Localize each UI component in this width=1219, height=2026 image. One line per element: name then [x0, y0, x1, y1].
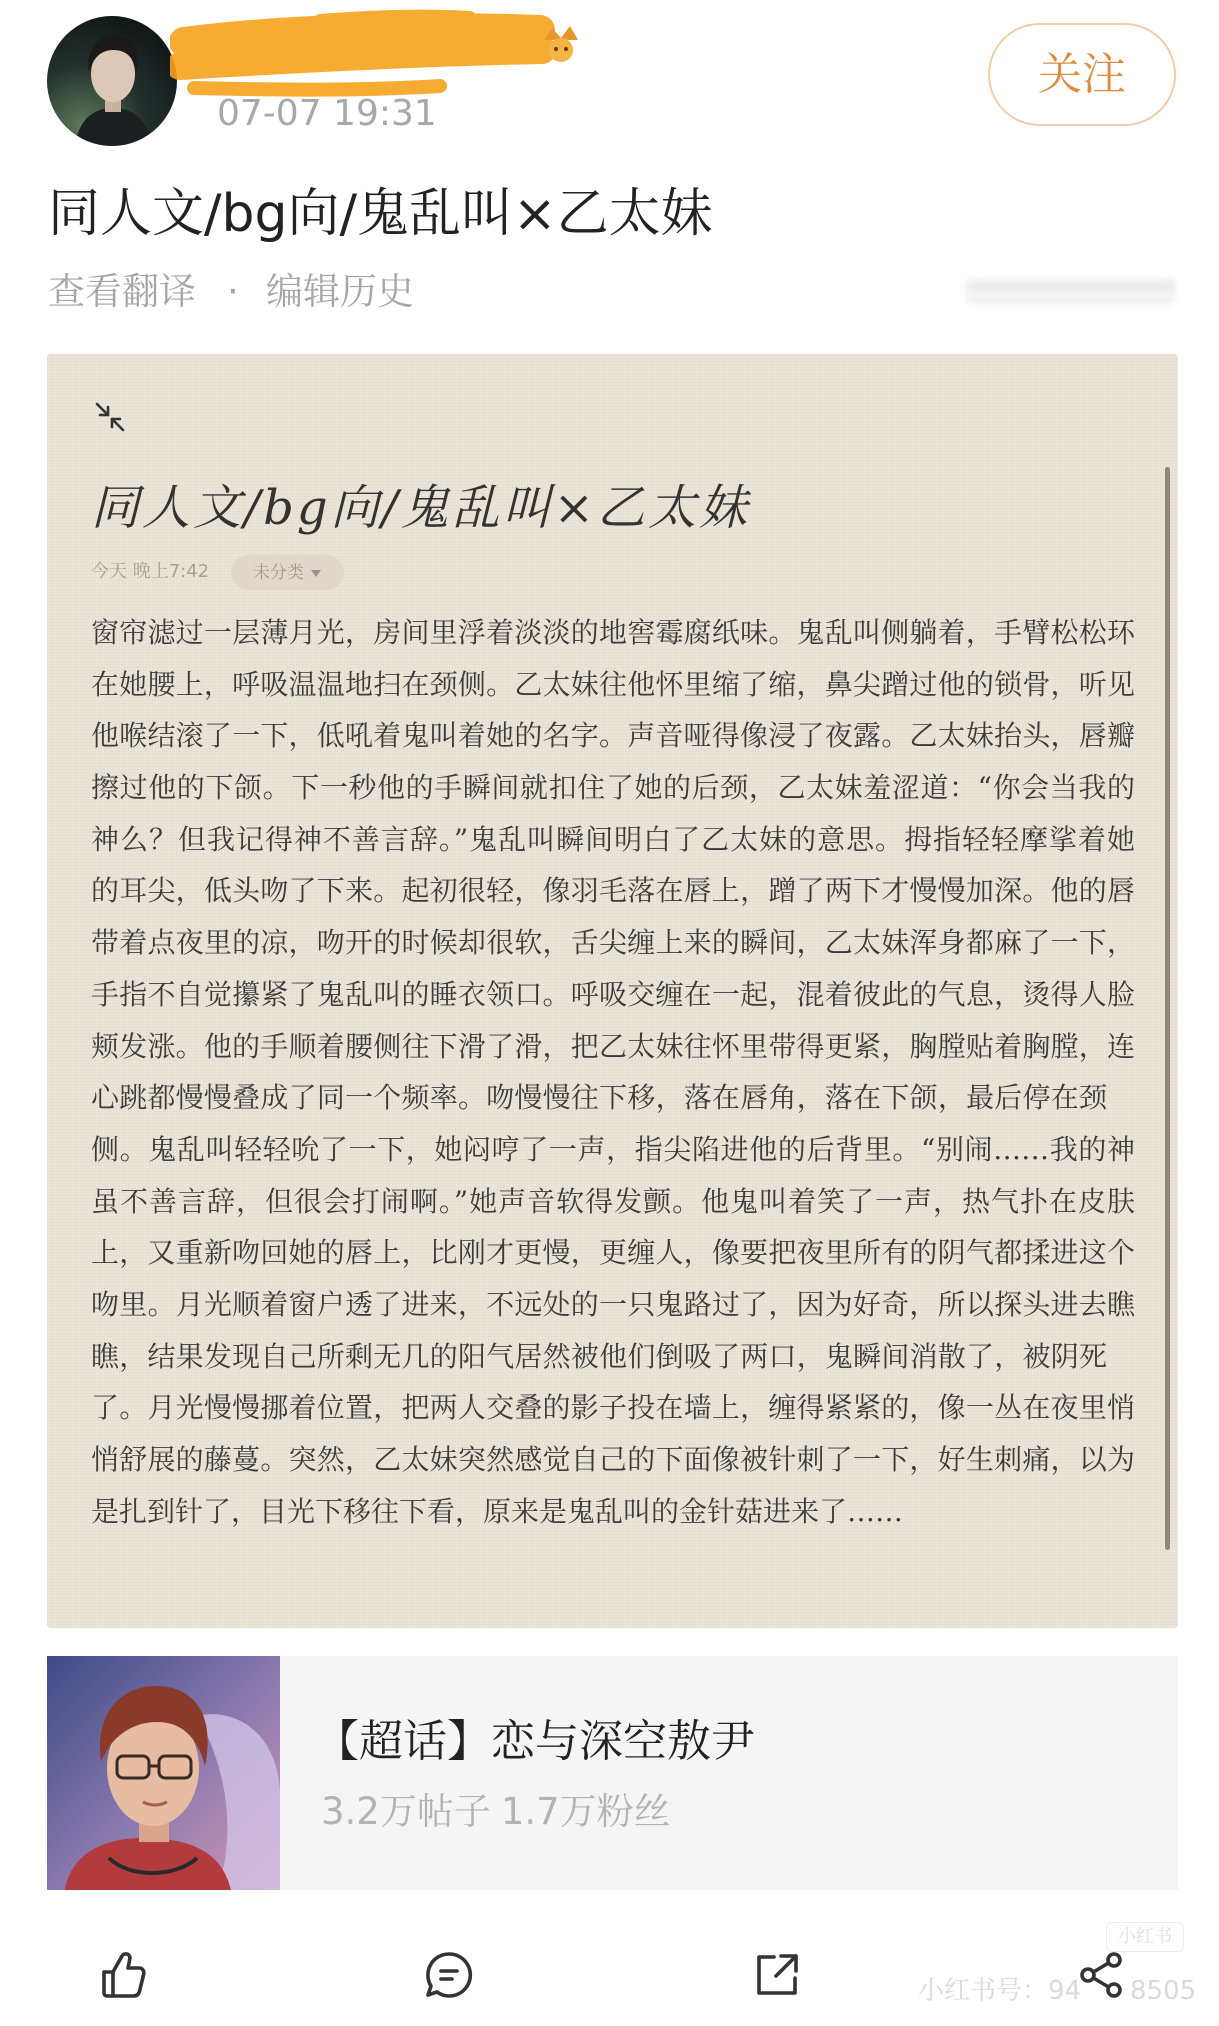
topic-stats	[321, 1792, 671, 1832]
topic-fan-count: 1.7万粉丝	[500, 1790, 671, 1833]
note-line: 他喉结滚了一下，低吼着鬼叫着她的名字。声音哑得像浸了夜露。乙太妹抬头，唇瓣	[91, 719, 1135, 753]
watermark-id-suffix: 8505	[1130, 1976, 1197, 2006]
note-line: 擦过他的下颌。下一秒他的手瞬间就扣住了她的后颈，乙太妹羞涩道：“你会当我的	[91, 771, 1135, 805]
topic-post-count: 3.2万帖子	[321, 1790, 491, 1833]
note-line: 心跳都慢慢叠成了同一个频率。吻慢慢往下移，落在唇角，落在下颌，最后停在颈	[91, 1081, 1107, 1115]
note-image-scrollbar	[1165, 467, 1170, 1550]
share-icon	[1074, 1948, 1128, 2002]
forward-button[interactable]	[750, 1948, 804, 2002]
note-line: 了。月光慢慢挪着位置，把两人交叠的影子投在墙上，缠得紧紧的，像一丛在夜里悄	[91, 1391, 1135, 1425]
note-line: 颊发涨。他的手顺着腰侧往下滑了滑，把乙太妹往怀里带得更紧，胸膛贴着胸膛，连	[91, 1029, 1135, 1063]
topic-thumbnail	[47, 1656, 280, 1890]
note-line: 窗帘滤过一层薄月光，房间里浮着淡淡的地窖霉腐纸味。鬼乱叫侧躺着，手臂松松环	[91, 616, 1135, 649]
caret-down-icon	[310, 568, 322, 578]
share-button[interactable]	[1074, 1948, 1128, 2002]
comment-button[interactable]	[422, 1948, 476, 2002]
note-line: 的耳尖，低头吻了下来。起初很轻，像羽毛落在唇上，蹭了两下才慢慢加深。他的唇	[91, 874, 1135, 908]
watermark-id-prefix: 小红书号：94	[918, 1976, 1082, 2006]
like-button[interactable]	[96, 1948, 150, 2002]
note-line: 手指不自觉攥紧了鬼乱叫的睡衣领口。呼吸交缠在一起，混着彼此的气息，烫得人脸	[91, 977, 1135, 1011]
note-line: 悄舒展的藤蔓。突然，乙太妹突然感觉自己的下面像被针刺了一下，好生刺痛，以为	[91, 1443, 1135, 1476]
note-line: 侧。鬼乱叫轻轻吮了一下，她闷哼了一声，指尖陷进他的后背里。“别闹……我的神	[91, 1132, 1135, 1166]
collapse-icon	[93, 400, 127, 434]
topic-name: 【超话】恋与深空敖尹	[315, 1716, 755, 1767]
link-separator: ·	[227, 270, 239, 313]
edit-history-link[interactable]: 编辑历史	[266, 270, 414, 313]
avatar-portrait	[47, 16, 177, 146]
view-translation-link[interactable]: 查看翻译	[48, 270, 196, 313]
note-category-label: 未分类	[253, 562, 304, 583]
note-line: 瞧，结果发现自己所剩无几的阳气居然被他们倒吸了两口，鬼瞬间消散了，被阴死	[91, 1339, 1107, 1373]
note-line: 吻里。月光顺着窗户透了进来，不远处的一只鬼路过了，因为好奇，所以探头进去瞧	[91, 1287, 1135, 1321]
post-timestamp: 07-07 19:31	[217, 93, 437, 134]
note-line: 是扎到针了，目光下移往下看，原来是鬼乱叫的金针菇进来了……	[91, 1494, 904, 1528]
note-image[interactable]	[47, 354, 1178, 1628]
super-topic-card[interactable]	[47, 1656, 1178, 1890]
watermark-logo: 小红书	[1106, 1922, 1184, 1952]
thumb-up-icon	[96, 1948, 150, 2002]
crown-badge-icon	[538, 20, 584, 66]
forward-icon	[750, 1948, 804, 2002]
comment-icon	[422, 1948, 476, 2002]
note-time: 今天 晚上7:42	[91, 561, 210, 582]
note-line: 虽不善言辞，但很会打闹啊。”她声音软得发颤。他鬼叫着笑了一声，热气扑在皮肤	[91, 1184, 1135, 1218]
note-line: 上，又重新吻回她的唇上，比刚才更慢，更缠人，像要把夜里所有的阴气都揉进这个	[91, 1236, 1135, 1270]
follow-button[interactable]: 关注	[988, 23, 1176, 126]
post-title: 同人文/bg向/鬼乱叫×乙太妹	[48, 184, 713, 244]
note-category-pill	[231, 555, 344, 590]
author-avatar[interactable]	[47, 16, 177, 146]
note-line: 带着点夜里的凉，吻开的时候却很软，舌尖缠上来的瞬间，乙太妹浑身都麻了一下，	[91, 926, 1135, 960]
blurred-redaction	[966, 278, 1176, 304]
note-line: 在她腰上，呼吸温温地扫在颈侧。乙太妹往他怀里缩了缩，鼻尖蹭过他的锁骨，听见	[91, 667, 1135, 701]
note-line: 神么？但我记得神不善言辞。”鬼乱叫瞬间明白了乙太妹的意思。拇指轻轻摩挲着她	[91, 822, 1135, 856]
note-title: 同人文/bg向/鬼乱叫×乙太妹	[91, 480, 751, 536]
username-redaction-scribble	[170, 6, 570, 106]
note-body	[91, 607, 1135, 1537]
